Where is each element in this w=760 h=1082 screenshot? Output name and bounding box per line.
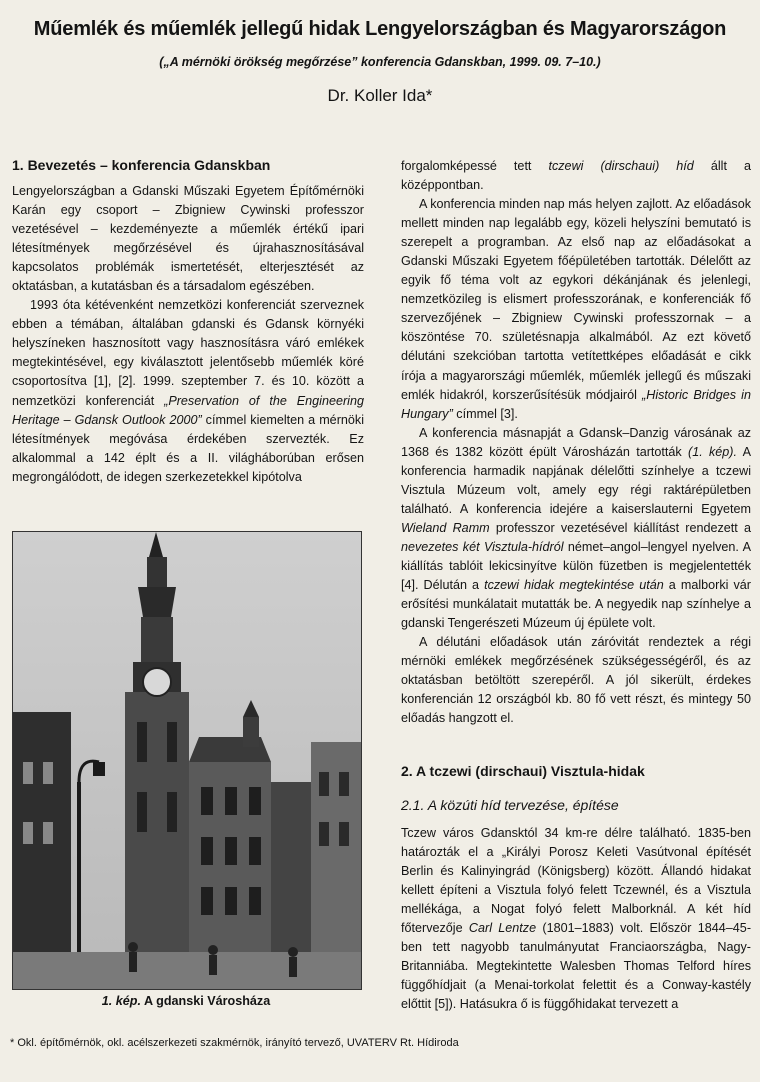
paragraph: 1993 óta kétévenként nemzetközi konferenciát szerveznek ebben a témában, általában gdanski és Gdansk környéki helyszíneken hasznosított vagy hasznosításra váró emlékek megtekintésével, egy kiválasztott jelentősebb műemlék köré csoportosítva [1], [2]. 1999. szeptember 7. és 10. között a nemzetközi konferenciát „Preservation of the Engineering Heritage – Gdansk Outlook 2000” címmel kiemelten a mérnöki létesítmények megóvása érdekében szervezték. Ez alkalommal a 142 éplt és a II. világháborúban erősen megrongálódott, de idegen szerkezetekkel kipótolva	[12, 298, 364, 484]
article-author: Dr. Koller Ida*	[327, 86, 433, 105]
section2-subheading: 2.1. A közúti híd tervezése, építése	[401, 797, 619, 813]
paragraph: A konferencia minden nap más helyen zajlott. Az előadások mellett minden nap legalább egy, közeli helyszíni bemutató is szerepelt a programban. Az első nap az előadásokat a Gdanski Műszaki Egyetem főépületében tartották. Délelőtt az egyik fő téma volt az egykori dékánjának és jelenlegi, nemzetközileg is elismert professzorának, e konferenciák fő szervezőjének – Zbigniew Cywinski professzornak – a köszöntése 70. születésnapja alkalmából. Az ezt követő délutáni szekcióban tartotta vetítettképes előadását e cikk írója a magyarországi műemlék, műemlék jellegű és műszaki emlék hidakról, korszerűsítésük módjairól „Historic Bridges in Hungary” címmel [3].	[401, 197, 751, 421]
paragraph: A délutáni előadások után záróvitát rendeztek a régi mérnöki emlékek megőrzésének szükségességéről, és az oktatásban betöltött szerepéről. A jól sikerült, érdekes konferencián 12 országból kb. 80 fő vett részt, és mintegy 50 előadás hangzott el.	[401, 635, 751, 726]
left-column	[12, 182, 364, 487]
footnote: * Okl. építőmérnök, okl. acélszerkezeti szakmérnök, irányító tervező, UVATERV Rt. Hídiroda	[10, 1037, 459, 1049]
paragraph: A konferencia másnapját a Gdansk–Danzig városának az 1368 és 1382 között épült Városházán tartották (1. kép). A konferencia harmadik napjának délelőtti színhelye a tczewi Visztula Múzeum volt, amely egy régi raktárépületben található. A konferencia idejére a kaiserslauterni Egyetem Wieland Ramm professzor vezetésével kiállítást rendezett a nevezetes két Visztula-hídról német–angol–lengyel nyelven. A kiállítás tablóit lekicsinyítve külön füzetben is megjelentették [4]. Délután a tczewi hidak megtekintése után a malborki vár erősítési munkálatait mutatták be. A negyedik nap színhelye a gdanski Tengerészeti Múzeum új épülete volt.	[401, 425, 751, 631]
section2-body	[401, 824, 751, 1014]
paragraph: forgalomképessé tett tczewi (dirschaui) híd állt a középpontban.	[401, 159, 751, 193]
right-column	[401, 157, 751, 728]
section1-heading: 1. Bevezetés – konferencia Gdanskban	[12, 157, 271, 173]
gdansk-town-hall-photo	[12, 531, 362, 990]
paragraph: Lengyelországban a Gdanski Műszaki Egyetem Építőmérnöki Karán egy csoport – Zbigniew Cywinski professzor vezetésével – kezdeményezte a műemlék értékű ipari létesítmények megőrzésével és újrahasznosításával kapcsolatos problémák ismertetését, elterjesztését az oktatásban, a kutatásban és a társadalom egészében.	[12, 184, 364, 294]
figure-caption: 1. kép. A gdanski Városháza	[101, 994, 271, 1008]
section2-heading: 2. A tczewi (dirschaui) Visztula-hidak	[401, 763, 645, 779]
article-subtitle: („A mérnöki örökség megőrzése” konferencia Gdanskban, 1999. 09. 7–10.)	[159, 55, 601, 69]
article-title: Műemlék és műemlék jellegű hidak Lengyelországban és Magyarországon	[33, 18, 727, 40]
paragraph: Tczew város Gdansktól 34 km-re délre található. 1835-ben határozták el a „Királyi Porosz Keleti Vasútvonal építését Berlin és Kalinyingrád (Königsberg) között. Állandó hidakat kellett építeni a Visztula folyó felett Tczewnél, és a Visztula mellékága, a Nogat folyó felett Malborknál. A két híd főtervezője Carl Lentze (1801–1883) volt. Először 1844–45-ben tett nagyobb tanulmányutat Franciaországba, Nagy-Britanniába. Megtekintette Walesben Thomas Telford híres függőhídjait (a Menai-torkolat felettit és a Conway-kastély előttit [5]). Hatásukra ő is függőhidakat tervezett a	[401, 826, 752, 1012]
